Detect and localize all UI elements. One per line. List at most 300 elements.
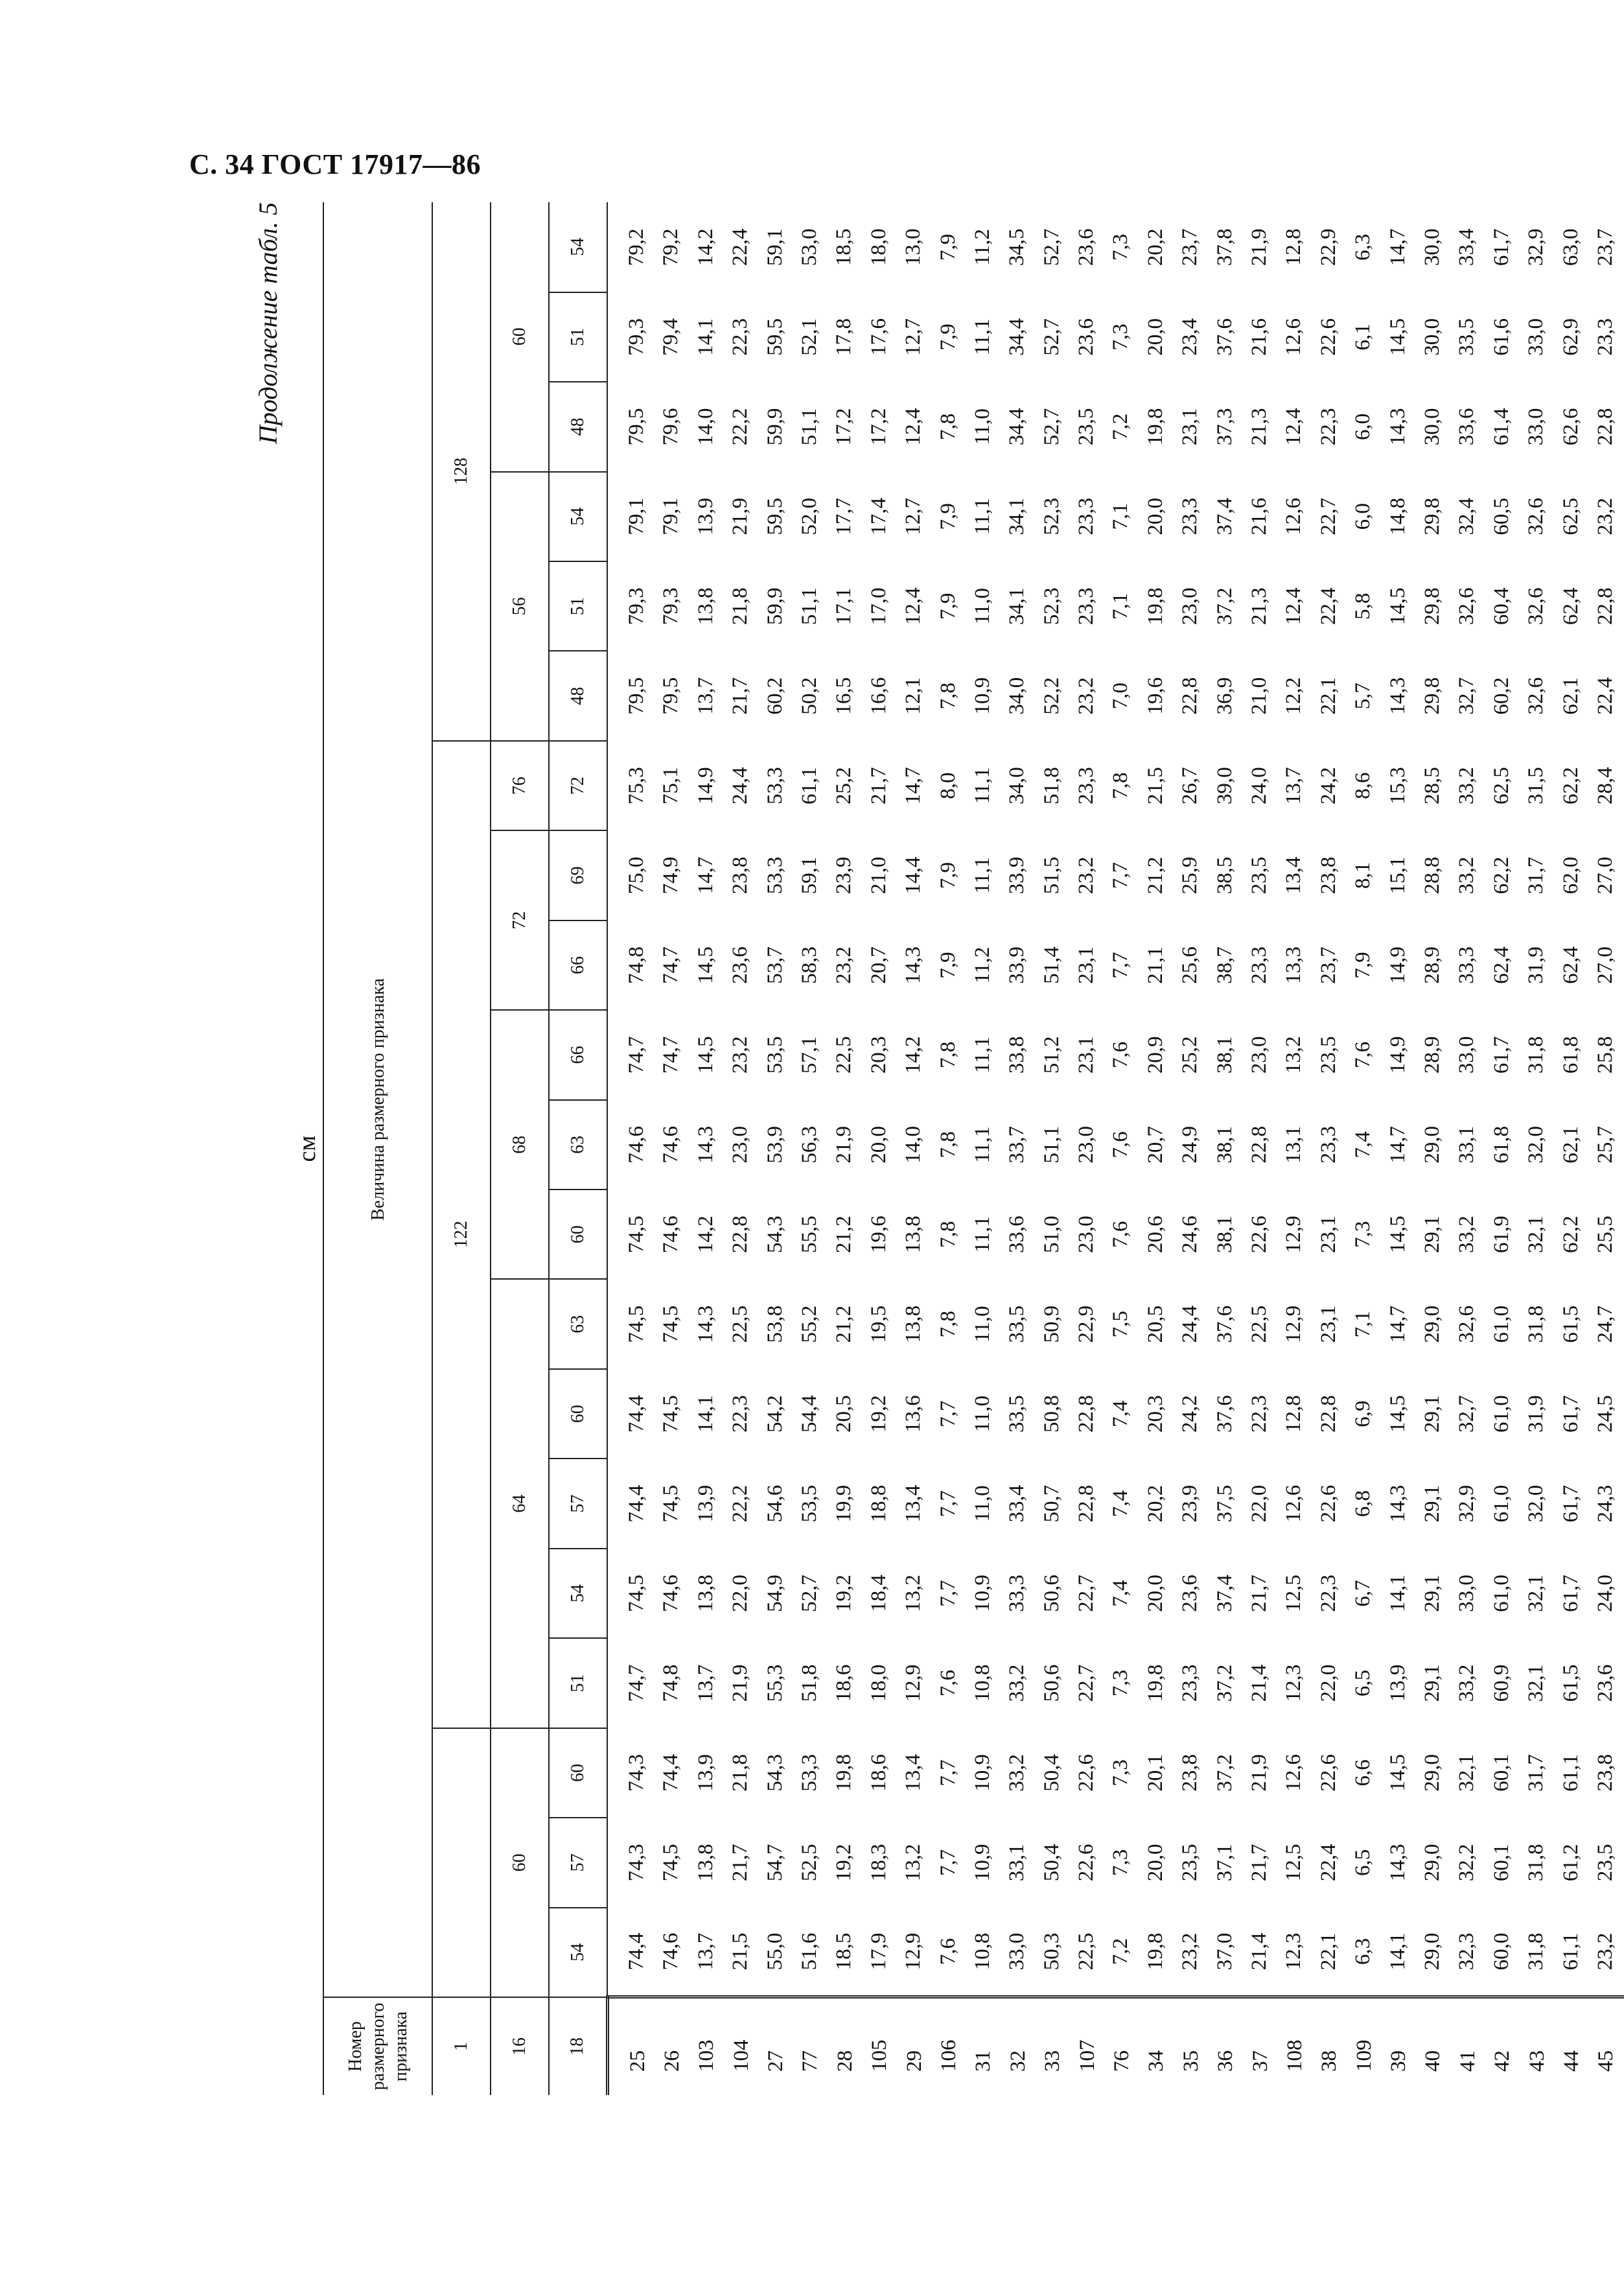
value-cell: 62,4 [1559, 587, 1583, 626]
value-cell: 7,7 [1109, 952, 1133, 979]
subgroup-header: 68 [491, 1010, 549, 1279]
value-cell: 60,9 [1489, 1664, 1513, 1702]
value-column [607, 292, 1624, 382]
value-cell: 61,9 [1489, 1215, 1513, 1254]
value-cell: 12,8 [1282, 228, 1306, 266]
value-cell: 61,2 [1559, 1844, 1583, 1882]
value-cell: 7,7 [1109, 862, 1133, 889]
value-cell: 38,7 [1212, 946, 1236, 984]
value-cell: 12,5 [1282, 1844, 1306, 1882]
value-column [607, 1459, 1624, 1548]
value-cell: 7,6 [936, 1669, 960, 1697]
value-cell: 7,8 [936, 1221, 960, 1248]
value-cell: 18,4 [866, 1575, 890, 1612]
row-key: 33 [1041, 2050, 1065, 2072]
value-cell: 23,6 [1178, 1575, 1202, 1612]
value-cell: 62,0 [1559, 856, 1583, 895]
value-cell: 7,5 [1109, 1311, 1133, 1338]
row-key: 39 [1387, 2050, 1411, 2072]
value-cell: 20,9 [1143, 1036, 1167, 1074]
value-cell: 30,0 [1420, 408, 1444, 446]
value-cell: 33,2 [1455, 767, 1479, 804]
value-cell: 24,2 [1178, 1395, 1202, 1433]
value-cell: 22,8 [728, 1215, 752, 1254]
row-key: 76 [1109, 2050, 1133, 2072]
value-cell: 20,0 [1143, 1844, 1167, 1882]
value-cell: 61,1 [1559, 1932, 1583, 1971]
value-cell: 7,7 [936, 1580, 960, 1607]
value-cell: 7,6 [1351, 1041, 1375, 1069]
value-cell: 23,7 [1316, 946, 1340, 984]
value-cell: 38,1 [1212, 1036, 1236, 1074]
subgroup-header: 60 [491, 1728, 549, 1997]
value-cell: 13,8 [693, 1575, 717, 1612]
value-cell: 22,9 [1074, 1305, 1098, 1343]
value-cell: 14,7 [1386, 1305, 1409, 1343]
value-cell: 55,3 [763, 1664, 787, 1702]
value-cell: 20,2 [1143, 1484, 1167, 1523]
value-cell: 23,9 [832, 856, 856, 895]
value-cell: 12,1 [901, 677, 925, 715]
value-cell: 12,9 [1282, 1305, 1306, 1343]
value-cell: 22,4 [1316, 587, 1340, 626]
value-cell: 79,5 [659, 677, 683, 715]
group-header: 122 [432, 741, 491, 1728]
value-cell: 6,5 [1351, 1669, 1375, 1697]
value-cell: 37,0 [1212, 1932, 1236, 1971]
value-column [607, 920, 1624, 1010]
value-cell: 24,7 [1593, 1305, 1617, 1343]
value-cell: 21,6 [1247, 497, 1271, 535]
value-cell: 7,4 [1109, 1400, 1133, 1427]
value-cell: 57,1 [797, 1036, 821, 1074]
value-cell: 33,0 [1524, 408, 1548, 446]
value-cell: 79,3 [625, 318, 648, 356]
value-cell: 10,8 [970, 1664, 994, 1702]
value-cell: 28,8 [1420, 856, 1444, 895]
value-cell: 21,2 [1143, 856, 1167, 895]
value-cell: 20,0 [866, 1125, 890, 1164]
value-cell: 13,2 [901, 1575, 925, 1612]
value-cell: 54,3 [763, 1754, 787, 1792]
value-cell: 33,0 [1455, 1575, 1479, 1612]
value-cell: 37,2 [1212, 1664, 1236, 1702]
column-header: 63 [549, 1280, 607, 1369]
value-column [607, 1818, 1624, 1907]
unit-label: см [294, 1135, 321, 1162]
value-cell: 7,9 [1351, 952, 1375, 979]
value-cell: 20,0 [1143, 318, 1167, 356]
value-cell: 55,2 [797, 1305, 821, 1343]
subgroup-header: 72 [491, 830, 549, 1010]
value-cell: 17,1 [832, 587, 856, 626]
value-cell: 51,6 [797, 1932, 821, 1971]
value-cell: 74,3 [625, 1754, 648, 1792]
value-cell: 37,4 [1212, 1575, 1236, 1612]
value-cell: 23,6 [1074, 318, 1098, 356]
value-column [607, 830, 1624, 920]
value-cell: 23,2 [1593, 497, 1617, 535]
value-cell: 6,6 [1351, 1759, 1375, 1787]
value-cell: 33,6 [1455, 408, 1479, 446]
value-cell: 23,1 [1074, 946, 1098, 984]
value-cell: 60,5 [1489, 497, 1513, 535]
value-cell: 12,6 [1282, 497, 1306, 535]
value-cell: 21,3 [1247, 587, 1271, 626]
value-cell: 18,0 [866, 1664, 890, 1702]
value-cell: 19,6 [1143, 677, 1167, 715]
value-cell: 33,5 [1455, 318, 1479, 356]
value-cell: 14,7 [1386, 1125, 1409, 1164]
value-cell: 22,3 [728, 318, 752, 356]
value-cell: 74,6 [659, 1932, 683, 1971]
value-cell: 5,8 [1351, 592, 1375, 620]
value-cell: 7,6 [1109, 1131, 1133, 1158]
value-cell: 20,7 [1143, 1125, 1167, 1164]
value-cell: 33,9 [1005, 856, 1029, 895]
value-cell: 52,3 [1039, 587, 1063, 626]
value-cell: 62,2 [1489, 856, 1513, 895]
value-cell: 11,1 [970, 1037, 994, 1073]
value-cell: 33,1 [1005, 1844, 1029, 1882]
value-column [607, 1369, 1624, 1459]
value-cell: 61,0 [1489, 1395, 1513, 1433]
value-cell: 7,7 [936, 1759, 960, 1787]
row-key: 37 [1248, 2050, 1272, 2072]
value-cell: 34,5 [1005, 228, 1029, 266]
value-cell: 23,7 [1178, 228, 1202, 266]
value-cell: 22,6 [1247, 1215, 1271, 1254]
value-cell: 23,2 [832, 946, 856, 984]
value-cell: 74,3 [625, 1844, 648, 1882]
column-header: 54 [549, 202, 607, 292]
value-cell: 37,5 [1212, 1484, 1236, 1523]
value-cell: 12,4 [901, 408, 925, 446]
value-cell: 20,2 [1143, 228, 1167, 266]
value-cell: 14,5 [1386, 318, 1409, 356]
value-cell: 33,5 [1005, 1305, 1029, 1343]
value-cell: 11,0 [970, 1485, 994, 1522]
value-cell: 17,2 [832, 408, 856, 446]
column-header: 51 [549, 292, 607, 382]
key-label-row-3: 18 [549, 1997, 607, 2095]
value-cell: 6,3 [1351, 233, 1375, 261]
value-cell: 32,1 [1524, 1575, 1548, 1612]
value-cell: 23,5 [1593, 1844, 1617, 1882]
row-key: 36 [1214, 2050, 1238, 2072]
value-cell: 74,8 [625, 946, 648, 984]
value-cell: 63,0 [1559, 228, 1583, 266]
value-cell: 6,7 [1351, 1580, 1375, 1607]
value-cell: 32,6 [1524, 677, 1548, 715]
value-cell: 21,9 [832, 1125, 856, 1164]
value-cell: 20,5 [1143, 1305, 1167, 1343]
value-cell: 15,3 [1386, 767, 1409, 804]
value-cell: 14,9 [693, 767, 717, 804]
value-cell: 53,7 [763, 946, 787, 984]
value-cell: 51,4 [1039, 946, 1063, 984]
value-cell: 14,2 [693, 1215, 717, 1254]
value-cell: 17,4 [866, 497, 890, 535]
value-column [607, 1100, 1624, 1190]
value-cell: 21,9 [1247, 1754, 1271, 1792]
value-cell: 52,7 [1039, 408, 1063, 446]
value-cell: 33,3 [1455, 946, 1479, 984]
value-cell: 21,1 [1143, 946, 1167, 984]
value-cell: 32,6 [1455, 1305, 1479, 1343]
value-cell: 23,0 [1074, 1215, 1098, 1254]
value-cell: 32,3 [1455, 1932, 1479, 1971]
value-cell: 20,1 [1143, 1754, 1167, 1792]
value-cell: 31,9 [1524, 946, 1548, 984]
value-column [607, 1908, 1624, 1997]
value-cell: 37,2 [1212, 1754, 1236, 1792]
value-cell: 14,7 [1386, 228, 1409, 266]
column-header: 63 [549, 1100, 607, 1190]
value-cell: 50,4 [1039, 1754, 1063, 1792]
group-header [432, 1728, 491, 1997]
value-cell: 79,1 [659, 497, 683, 535]
value-cell: 14,3 [901, 946, 925, 984]
value-cell: 7,3 [1109, 1849, 1133, 1876]
value-cell: 17,6 [866, 318, 890, 356]
value-cell: 23,2 [1178, 1932, 1202, 1971]
value-cell: 6,9 [1351, 1400, 1375, 1427]
value-cell: 14,8 [1386, 497, 1409, 535]
row-key: 108 [1282, 2039, 1306, 2072]
value-cell: 53,9 [763, 1125, 787, 1164]
value-cell: 37,3 [1212, 408, 1236, 446]
value-cell: 20,6 [1143, 1215, 1167, 1254]
value-cell: 13,2 [901, 1844, 925, 1882]
value-cell: 12,7 [901, 318, 925, 356]
value-cell: 61,1 [1559, 1754, 1583, 1792]
value-cell: 20,3 [866, 1036, 890, 1074]
value-cell: 21,6 [1247, 318, 1271, 356]
value-cell: 19,8 [1143, 408, 1167, 446]
value-cell: 12,2 [1282, 677, 1306, 715]
key-column-header: Номер размерного признака [323, 1997, 432, 2095]
value-cell: 62,9 [1559, 318, 1583, 356]
value-cell: 26,7 [1178, 767, 1202, 804]
value-cell: 53,5 [763, 1036, 787, 1074]
value-cell: 21,7 [1247, 1575, 1271, 1612]
value-cell: 31,7 [1524, 856, 1548, 895]
value-cell: 24,5 [1593, 1395, 1617, 1433]
value-cell: 52,2 [1039, 677, 1063, 715]
value-cell: 14,3 [693, 1305, 717, 1343]
value-cell: 28,9 [1420, 1036, 1444, 1074]
value-cell: 22,5 [832, 1036, 856, 1074]
value-cell: 24,0 [1593, 1575, 1617, 1612]
value-cell: 74,7 [625, 1036, 648, 1074]
value-cell: 74,7 [659, 946, 683, 984]
value-cell: 7,3 [1109, 1759, 1133, 1787]
value-cell: 62,4 [1559, 946, 1583, 984]
value-cell: 62,5 [1489, 767, 1513, 804]
value-cell: 61,6 [1489, 318, 1513, 356]
value-cell: 22,9 [1316, 228, 1340, 266]
value-cell: 32,4 [1455, 497, 1479, 535]
value-cell: 54,4 [797, 1395, 821, 1433]
value-cell: 37,6 [1212, 1305, 1236, 1343]
value-cell: 24,2 [1316, 767, 1340, 804]
value-cell: 7,8 [1109, 772, 1133, 799]
value-cell: 51,1 [797, 587, 821, 626]
row-key: 34 [1144, 2050, 1168, 2072]
value-cell: 25,7 [1593, 1125, 1617, 1164]
value-cell: 27,0 [1593, 946, 1617, 984]
value-cell: 61,0 [1489, 1575, 1513, 1612]
value-cell: 7,1 [1109, 592, 1133, 620]
value-cell: 21,8 [728, 1754, 752, 1792]
value-cell: 51,5 [1039, 856, 1063, 895]
value-cell: 32,1 [1524, 1215, 1548, 1254]
value-cell: 61,7 [1489, 1036, 1513, 1074]
value-cell: 12,5 [1282, 1575, 1306, 1612]
value-cell: 22,3 [1247, 1395, 1271, 1433]
value-cell: 74,7 [625, 1664, 648, 1702]
value-cell: 7,7 [936, 1490, 960, 1518]
value-cell: 12,6 [1282, 1484, 1306, 1523]
value-cell: 7,3 [1109, 1669, 1133, 1697]
value-cell: 7,2 [1109, 1938, 1133, 1965]
value-cell: 55,0 [763, 1932, 787, 1971]
value-cell: 13,7 [693, 677, 717, 715]
value-cell: 61,7 [1559, 1395, 1583, 1433]
value-cell: 54,7 [763, 1844, 787, 1882]
value-cell: 14,5 [693, 946, 717, 984]
value-cell: 22,6 [1074, 1844, 1098, 1882]
value-cell: 53,5 [797, 1484, 821, 1523]
value-cell: 20,3 [1143, 1395, 1167, 1433]
value-cell: 8,0 [936, 772, 960, 799]
value-cell: 61,8 [1559, 1036, 1583, 1074]
value-cell: 13,7 [1282, 767, 1306, 804]
value-cell: 7,2 [1109, 413, 1133, 440]
value-cell: 28,4 [1593, 767, 1617, 804]
size-table [323, 202, 1624, 2095]
value-cell: 21,9 [728, 1664, 752, 1702]
value-cell: 14,5 [693, 1036, 717, 1074]
value-cell: 13,2 [1282, 1036, 1306, 1074]
value-cell: 19,9 [832, 1484, 856, 1523]
value-cell: 37,6 [1212, 1395, 1236, 1433]
value-cell: 14,5 [1386, 587, 1409, 626]
value-cell: 29,8 [1420, 677, 1444, 715]
value-cell: 21,7 [728, 1844, 752, 1882]
value-cell: 51,8 [797, 1664, 821, 1702]
value-cell: 13,4 [901, 1754, 925, 1792]
value-cell: 23,1 [1316, 1215, 1340, 1254]
value-cell: 21,2 [832, 1305, 856, 1343]
value-cell: 14,0 [901, 1125, 925, 1164]
value-cell: 7,6 [1109, 1041, 1133, 1069]
value-cell: 22,3 [728, 1395, 752, 1433]
value-cell: 7,9 [936, 503, 960, 530]
value-cell: 7,6 [936, 1938, 960, 1965]
value-cell: 61,7 [1559, 1575, 1583, 1612]
value-cell: 13,7 [693, 1664, 717, 1702]
value-cell: 19,8 [1143, 1932, 1167, 1971]
value-cell: 13,1 [1282, 1125, 1306, 1164]
value-cell: 50,9 [1039, 1305, 1063, 1343]
value-cell: 54,2 [763, 1395, 787, 1433]
value-cell: 74,5 [625, 1575, 648, 1612]
value-cell: 19,8 [1143, 587, 1167, 626]
value-cell: 12,7 [901, 497, 925, 535]
value-cell: 14,9 [1386, 946, 1409, 984]
value-cell: 11,2 [970, 229, 994, 266]
value-cell: 7,7 [936, 1849, 960, 1876]
value-cell: 13,4 [1282, 856, 1306, 895]
value-cell: 13,6 [901, 1395, 925, 1433]
value-cell: 14,5 [1386, 1395, 1409, 1433]
value-cell: 23,5 [1178, 1844, 1202, 1882]
row-key: 42 [1491, 2050, 1514, 2072]
subgroup-header: 60 [491, 202, 549, 472]
value-cell: 14,3 [1386, 1844, 1409, 1882]
value-cell: 60,1 [1489, 1754, 1513, 1792]
row-key: 106 [937, 2039, 961, 2072]
value-cell: 8,1 [1351, 862, 1375, 889]
value-cell: 52,7 [797, 1575, 821, 1612]
value-cell: 17,9 [866, 1932, 890, 1971]
value-column [607, 1549, 1624, 1638]
value-cell: 25,6 [1178, 946, 1202, 984]
column-header: 66 [549, 920, 607, 1010]
value-cell: 22,8 [1074, 1395, 1098, 1433]
value-cell: 74,4 [625, 1484, 648, 1523]
value-cell: 61,7 [1559, 1484, 1583, 1523]
value-cell: 23,1 [1074, 1036, 1098, 1074]
value-cell: 30,0 [1420, 228, 1444, 266]
value-cell: 13,8 [901, 1215, 925, 1254]
value-cell: 75,1 [659, 767, 683, 804]
value-cell: 33,8 [1005, 1036, 1029, 1074]
value-cell: 29,0 [1420, 1932, 1444, 1971]
value-cell: 32,0 [1524, 1484, 1548, 1523]
value-cell: 37,4 [1212, 497, 1236, 535]
value-cell: 6,1 [1351, 323, 1375, 351]
value-cell: 21,7 [866, 767, 890, 804]
value-cell: 33,3 [1005, 1575, 1029, 1612]
value-cell: 22,4 [1316, 1844, 1340, 1882]
value-cell: 52,0 [797, 497, 821, 535]
value-cell: 21,4 [1247, 1932, 1271, 1971]
value-cell: 7,6 [1109, 1221, 1133, 1248]
value-cell: 21,8 [728, 587, 752, 626]
row-key: 32 [1006, 2050, 1030, 2072]
value-cell: 74,6 [625, 1125, 648, 1164]
value-cell: 22,8 [1074, 1484, 1098, 1523]
value-cell: 29,1 [1420, 1395, 1444, 1433]
key-label-row-1: 1 [432, 1997, 491, 2095]
value-cell: 13,8 [693, 587, 717, 626]
value-cell: 24,3 [1593, 1484, 1617, 1523]
value-column [607, 472, 1624, 561]
value-cell: 79,2 [625, 228, 648, 266]
value-cell: 21,0 [866, 856, 890, 895]
value-cell: 7,1 [1351, 1311, 1375, 1338]
value-cell: 51,8 [1039, 767, 1063, 804]
value-cell: 14,1 [1386, 1575, 1409, 1612]
value-cell: 61,4 [1489, 408, 1513, 446]
value-cell: 33,0 [1455, 1036, 1479, 1074]
value-cell: 33,7 [1005, 1125, 1029, 1164]
value-cell: 62,6 [1559, 408, 1583, 446]
value-cell: 7,8 [936, 413, 960, 440]
